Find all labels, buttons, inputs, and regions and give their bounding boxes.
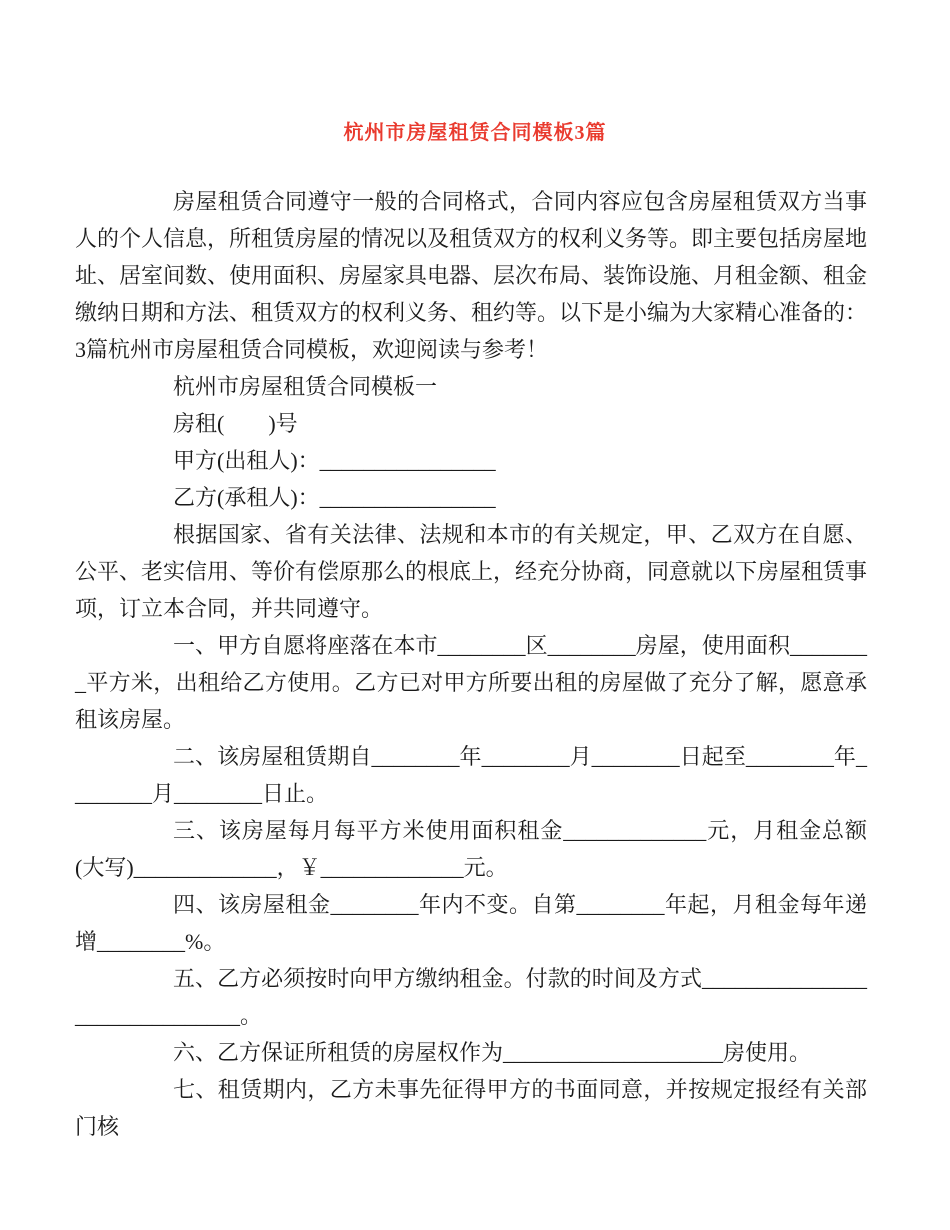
- contract-paragraph: 甲方(出租人)：________________: [173, 448, 496, 473]
- document-title: 杭州市房屋租赁合同模板3篇: [343, 122, 607, 144]
- contract-paragraph: 一、甲方自愿将座落在本市________区________房屋，使用面积________平方米，出租给乙方使用。乙方已对甲方所要出租的房屋做了充分了解，愿意承租该房屋。: [75, 633, 867, 732]
- document-body: [75, 183, 867, 1145]
- contract-paragraph: 房租( )号: [173, 411, 298, 436]
- contract-paragraph: 七、租赁期内，乙方未事先征得甲方的书面同意，并按规定报经有关部门核: [75, 1077, 867, 1139]
- contract-paragraph: 三、该房屋每月每平方米使用面积租金_____________元，月租金总额(大写)_____________，￥_____________元。: [75, 818, 867, 880]
- contract-paragraph: 二、该房屋租赁期自________年________月________日起至________年________月________日止。: [75, 744, 867, 806]
- contract-paragraph: 根据国家、省有关法律、法规和本市的有关规定，甲、乙双方在自愿、公平、老实信用、等价有偿原那么的根底上，经充分协商，同意就以下房屋租赁事项，订立本合同，并共同遵守。: [75, 522, 868, 621]
- contract-paragraph: 杭州市房屋租赁合同模板一: [173, 374, 438, 399]
- contract-paragraph: 房屋租赁合同遵守一般的合同格式，合同内容应包含房屋租赁双方当事人的个人信息，所租赁房屋的情况以及租赁双方的权利义务等。即主要包括房屋地址、居室间数、使用面积、房屋家具电器、层次布局、装饰设施、月租金额、租金缴纳日期和方法、租赁双方的权利义务、租约等。以下是小编为大家精心准备的：3篇杭州市房屋租赁合同模板，欢迎阅读与参考！: [75, 189, 868, 362]
- contract-paragraph: 六、乙方保证所租赁的房屋权作为____________________房使用。: [173, 1040, 812, 1065]
- contract-paragraph: 四、该房屋租金________年内不变。自第________年起，月租金每年递增________%。: [75, 892, 867, 954]
- contract-paragraph: 五、乙方必须按时向甲方缴纳租金。付款的时间及方式______________________________。: [75, 966, 867, 1028]
- contract-paragraph: 乙方(承租人)：________________: [173, 485, 496, 510]
